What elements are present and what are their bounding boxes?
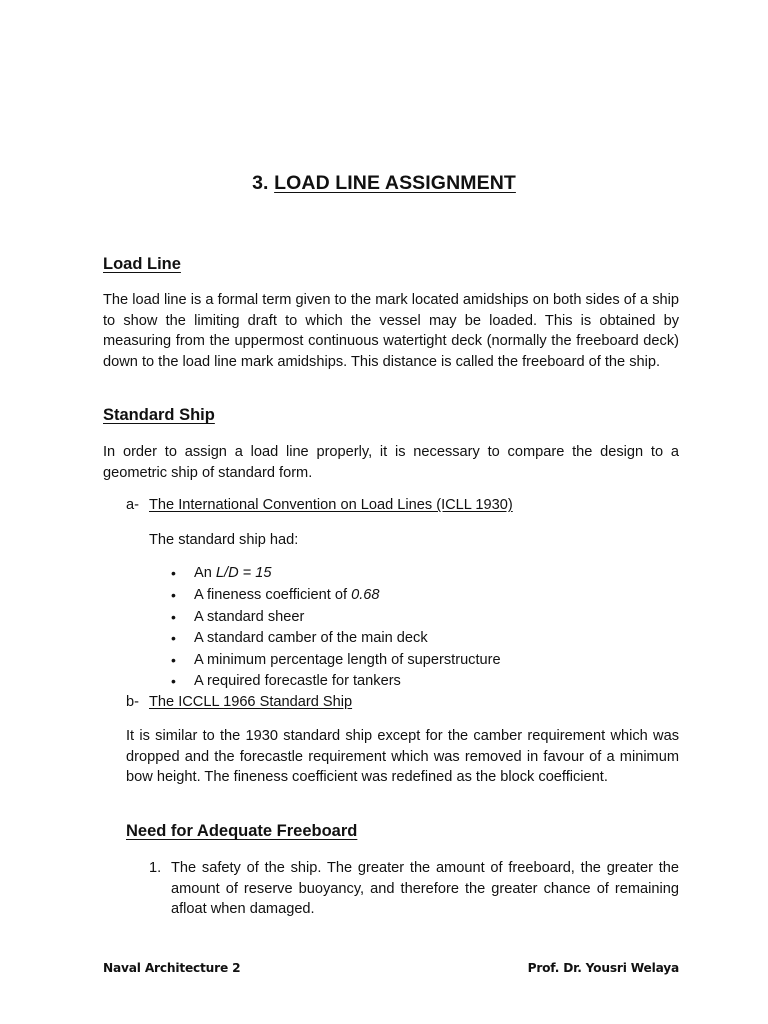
item-b-marker: b- xyxy=(126,694,139,710)
chapter-title-text: LOAD LINE ASSIGNMENT xyxy=(274,172,516,194)
bullet-emphasis: L/D = 15 xyxy=(215,565,272,581)
bullet-emphasis: 0.68 xyxy=(351,587,380,603)
standard-ship-heading: Standard Ship xyxy=(103,406,215,424)
item-b-label: The ICCLL 1966 Standard Ship xyxy=(149,694,353,710)
bullet-text: A standard sheer xyxy=(194,609,305,625)
item-a-marker: a- xyxy=(126,497,139,513)
bullet-icon: • xyxy=(171,587,176,603)
chapter-number: 3. xyxy=(252,172,269,194)
footer-course: Naval Architecture 2 xyxy=(103,961,241,975)
chapter-title xyxy=(0,172,768,195)
bullet-icon: • xyxy=(171,652,176,668)
bullet-icon: • xyxy=(171,565,176,581)
bullet-text: A standard camber of the main deck xyxy=(194,630,428,646)
list-item-text: The safety of the ship. The greater the amount of freeboard, the greater the amount of reserve buoyancy, and therefore the greater chance of remaining afloat when damaged. xyxy=(171,860,679,918)
bullet-text: A fineness coefficient of xyxy=(194,587,352,603)
footer-author: Prof. Dr. Yousri Welaya xyxy=(527,961,679,975)
bullet-icon: • xyxy=(171,673,176,689)
bullet-icon: • xyxy=(171,609,176,625)
bullet-icon: • xyxy=(171,630,176,646)
item-a-intro: The standard ship had: xyxy=(149,532,299,548)
bullet-text: A minimum percentage length of superstructure xyxy=(194,652,501,668)
item-b-paragraph: It is similar to the 1930 standard ship except for the camber requirement which was dropped and the forecastle requirement which was removed in favour of a minimum bow height. The fineness coefficient was redefined as the block coefficient. xyxy=(126,728,679,786)
bullet-text: A required forecastle for tankers xyxy=(194,673,401,689)
load-line-heading: Load Line xyxy=(103,255,181,273)
list-item-marker: 1. xyxy=(149,860,162,876)
load-line-paragraph: The load line is a formal term given to the mark located amidships on both sides of a ship to show the limiting draft to which the vessel may be loaded. This is obtained by measuring from the uppermost continuous watertight deck (normally the freeboard deck) down to the load line mark amidships. This distance is called the freeboard of the ship. xyxy=(103,292,679,370)
freeboard-heading: Need for Adequate Freeboard xyxy=(126,822,358,840)
bullet-text: An xyxy=(194,565,216,581)
item-a-label: The International Convention on Load Lines (ICLL 1930) xyxy=(149,497,513,513)
standard-ship-paragraph: In order to assign a load line properly, it is necessary to compare the design to a geometric ship of standard form. xyxy=(103,444,679,481)
